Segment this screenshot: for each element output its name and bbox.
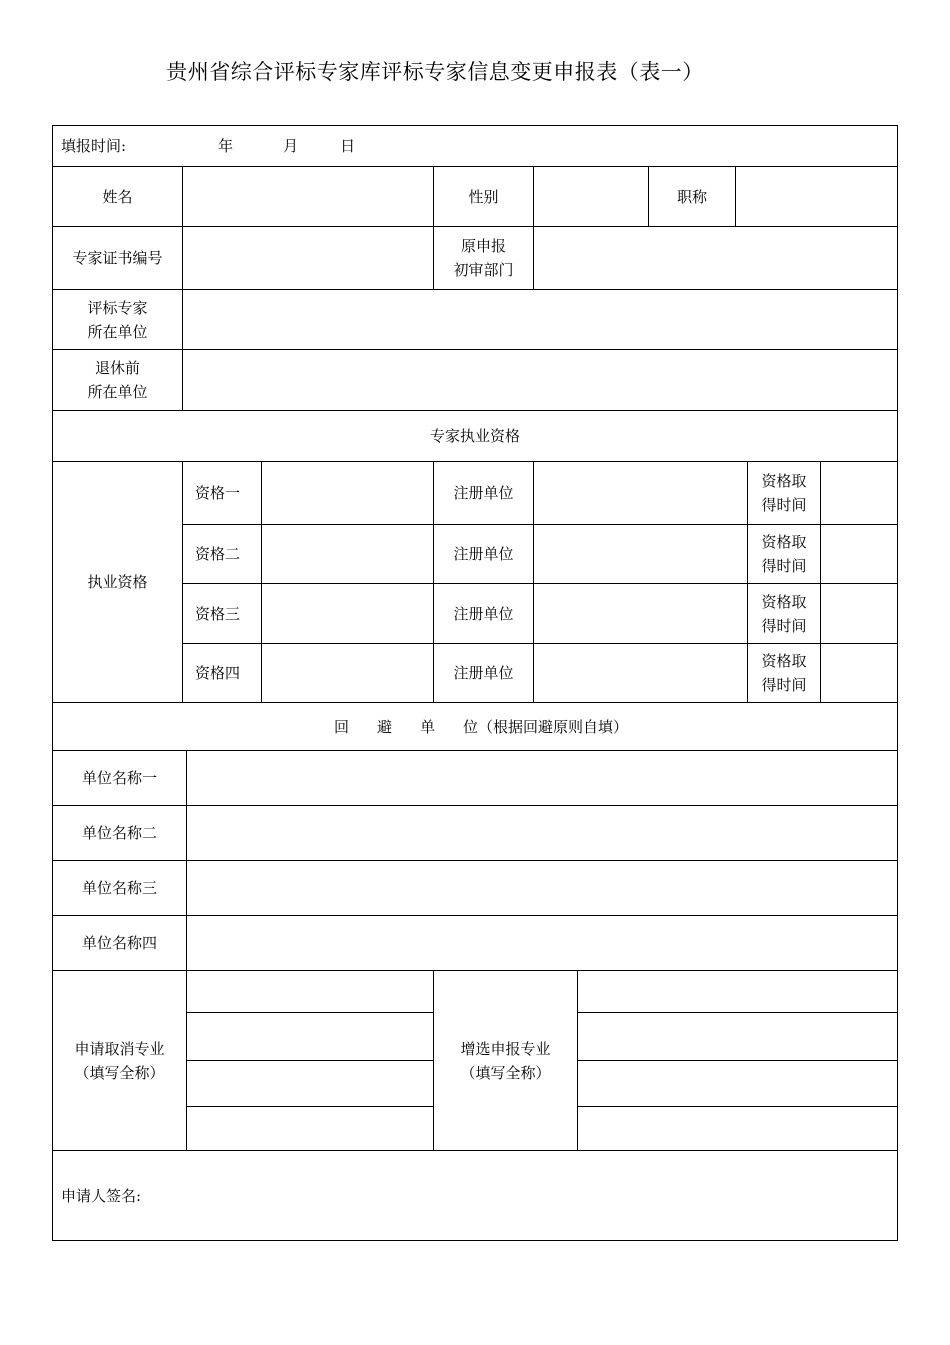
- add-specialty-input-4[interactable]: [577, 1106, 898, 1151]
- add-specialty-input-2[interactable]: [577, 1012, 898, 1061]
- avoid-unit-input-2[interactable]: [186, 805, 898, 861]
- cert-no-input-cell[interactable]: [182, 226, 434, 290]
- qualification-input-4[interactable]: [261, 643, 434, 703]
- avoid-unit-label-4: 单位名称四: [52, 915, 187, 971]
- reg-unit-label-1: 注册单位: [433, 461, 534, 525]
- avoid-unit-label-3: 单位名称三: [52, 860, 187, 916]
- gender-label-cell: 性别: [433, 166, 534, 227]
- reg-unit-label-2: 注册单位: [433, 524, 534, 584]
- name-label-cell: 姓名: [52, 166, 183, 227]
- orig-dept-input-cell[interactable]: [533, 226, 898, 290]
- add-specialty-label: 增选申报专业 （填写全称）: [433, 970, 578, 1151]
- cancel-specialty-input-4[interactable]: [186, 1106, 434, 1151]
- reg-unit-label-3: 注册单位: [433, 583, 534, 644]
- name-input-cell[interactable]: [182, 166, 434, 227]
- cancel-specialty-input-2[interactable]: [186, 1012, 434, 1061]
- unit-label-cell: 评标专家 所在单位: [52, 289, 183, 350]
- reg-unit-input-1[interactable]: [533, 461, 748, 525]
- avoid-section-title: 回 避 单 位 （根据回避原则自填）: [52, 702, 898, 751]
- qualification-input-2[interactable]: [261, 524, 434, 584]
- year-label: 年: [218, 137, 234, 155]
- qualification-name-3: 资格三: [182, 583, 262, 644]
- fill-time-row: [52, 125, 898, 167]
- add-specialty-input-1[interactable]: [577, 970, 898, 1013]
- cert-no-label-cell: 专家证书编号: [52, 226, 183, 290]
- signature-row[interactable]: [52, 1150, 898, 1241]
- qualification-input-3[interactable]: [261, 583, 434, 644]
- avoid-unit-input-1[interactable]: [186, 750, 898, 806]
- gender-input-cell[interactable]: [533, 166, 649, 227]
- month-label: 月: [283, 137, 299, 155]
- reg-unit-input-4[interactable]: [533, 643, 748, 703]
- acquire-time-input-4[interactable]: [820, 643, 898, 703]
- reg-unit-input-2[interactable]: [533, 524, 748, 584]
- qualification-name-1: 资格一: [182, 461, 262, 525]
- acquire-time-label-2: 资格取 得时间: [747, 524, 821, 584]
- job-title-input-cell[interactable]: [735, 166, 898, 227]
- fill-time-label: 填报时间:: [61, 137, 127, 155]
- avoid-unit-input-3[interactable]: [186, 860, 898, 916]
- form-title: 贵州省综合评标专家库评标专家信息变更申报表（表一）: [166, 60, 704, 84]
- qualification-row-label: 执业资格: [52, 461, 183, 703]
- signature-label: 申请人签名:: [61, 1186, 142, 1205]
- job-title-label-cell: 职称: [648, 166, 736, 227]
- avoid-unit-input-4[interactable]: [186, 915, 898, 971]
- add-specialty-input-3[interactable]: [577, 1060, 898, 1107]
- acquire-time-input-1[interactable]: [820, 461, 898, 525]
- qualification-name-4: 资格四: [182, 643, 262, 703]
- acquire-time-label-3: 资格取 得时间: [747, 583, 821, 644]
- acquire-time-input-3[interactable]: [820, 583, 898, 644]
- cancel-specialty-input-3[interactable]: [186, 1060, 434, 1107]
- avoid-unit-label-1: 单位名称一: [52, 750, 187, 806]
- unit-input-cell[interactable]: [182, 289, 898, 350]
- change-application-form: [52, 125, 898, 1241]
- qualification-name-2: 资格二: [182, 524, 262, 584]
- qualification-section-title: 专家执业资格: [52, 410, 898, 462]
- acquire-time-label-1: 资格取 得时间: [747, 461, 821, 525]
- qualification-input-1[interactable]: [261, 461, 434, 525]
- day-label: 日: [340, 137, 356, 155]
- cancel-specialty-label: 申请取消专业 （填写全称）: [52, 970, 187, 1151]
- acquire-time-label-4: 资格取 得时间: [747, 643, 821, 703]
- cancel-specialty-input-1[interactable]: [186, 970, 434, 1013]
- reg-unit-label-4: 注册单位: [433, 643, 534, 703]
- reg-unit-input-3[interactable]: [533, 583, 748, 644]
- retire-unit-input-cell[interactable]: [182, 349, 898, 411]
- avoid-unit-label-2: 单位名称二: [52, 805, 187, 861]
- acquire-time-input-2[interactable]: [820, 524, 898, 584]
- retire-unit-label-cell: 退休前 所在单位: [52, 349, 183, 411]
- orig-dept-label-cell: 原申报 初审部门: [433, 226, 534, 290]
